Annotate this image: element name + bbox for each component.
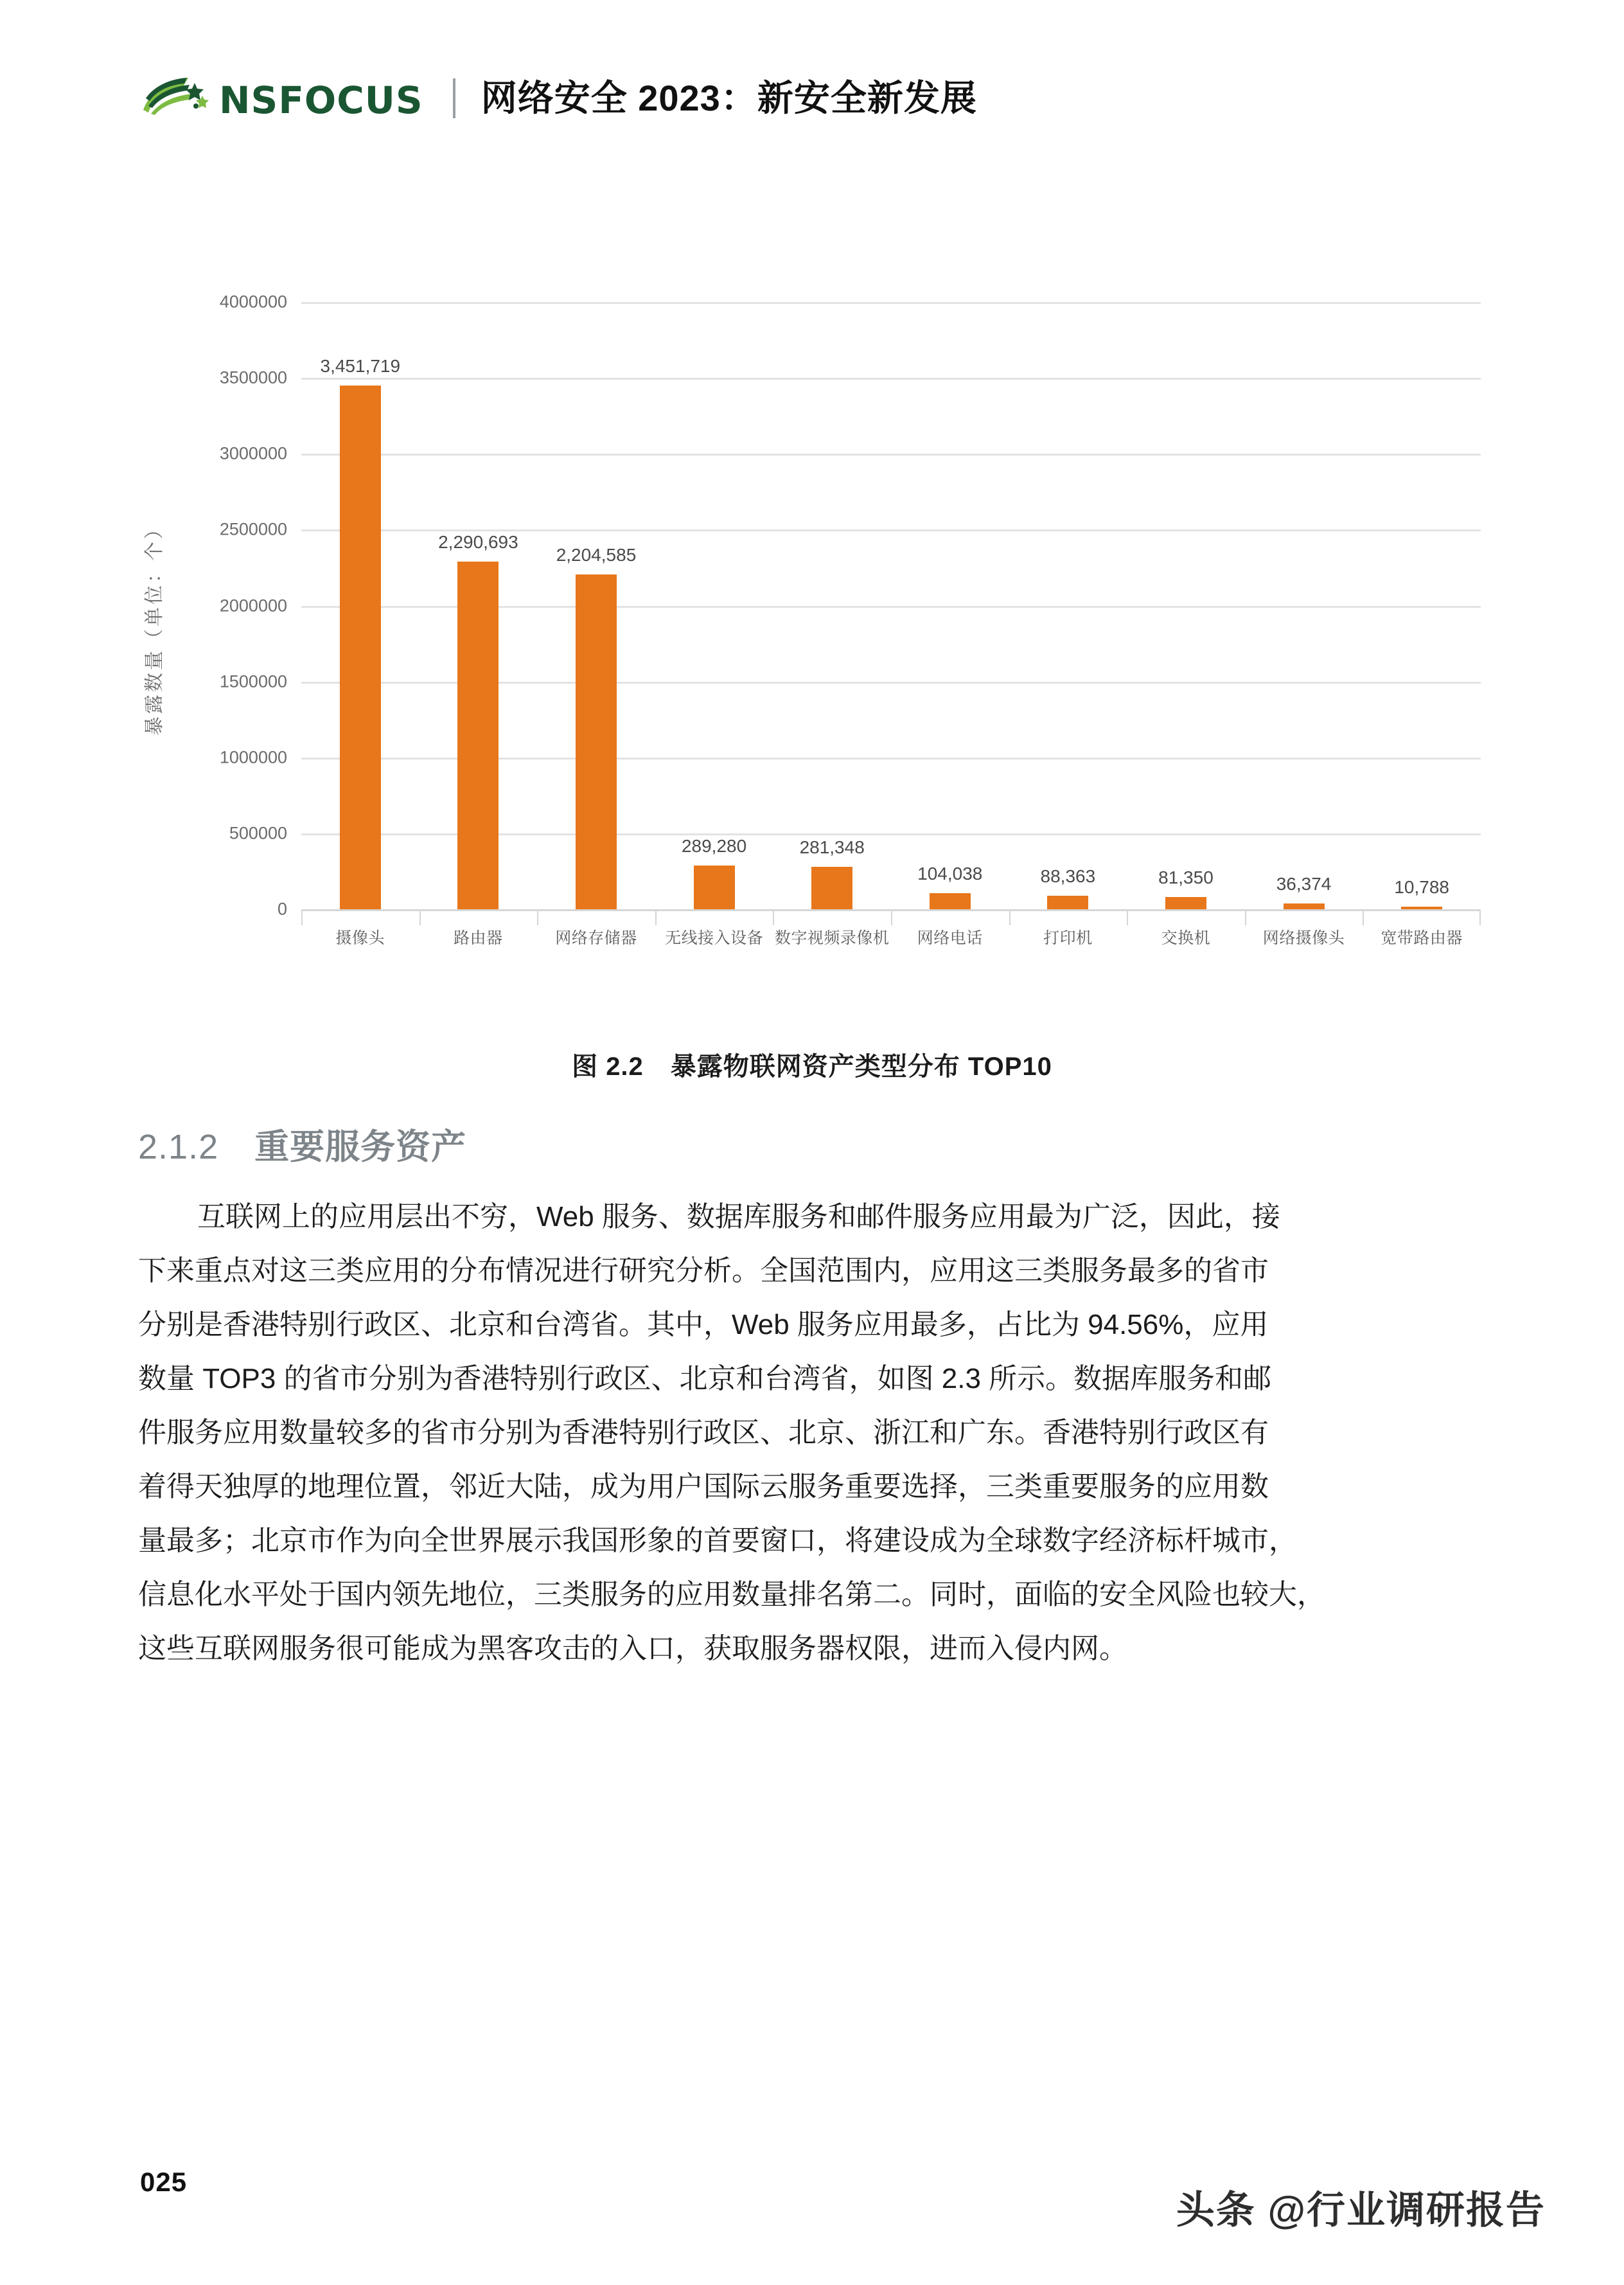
- body-line: 量最多；北京市作为向全世界展示我国形象的首要窗口，将建设成为全球数字经济标杆城市，: [138, 1525, 1297, 1556]
- chart-x-category: [655, 911, 773, 951]
- chart-x-category-label: 打印机: [1043, 929, 1093, 947]
- header-title: 网络安全 2023：新安全新发展: [481, 78, 977, 118]
- chart-bar-value-label: 289,280: [681, 835, 747, 856]
- figure-caption-number: 图 2.2: [572, 1053, 644, 1081]
- figure-caption: [0, 1046, 1624, 1083]
- chart-x-axis-categories: [301, 911, 1481, 951]
- section-number: 2.1.2: [138, 1128, 219, 1166]
- chart-bar: [930, 893, 971, 909]
- chart-x-category: [1127, 911, 1245, 951]
- nsfocus-swoosh-logo-icon: [138, 73, 215, 124]
- chart-plot-wrapper: [200, 292, 1487, 951]
- chart-bar-cell: [301, 302, 419, 909]
- chart-bar-value-label: 10,788: [1394, 877, 1449, 897]
- chart-bar-value-label: 2,290,693: [438, 531, 518, 552]
- chart-bar: [1047, 896, 1088, 909]
- chart-bar-value-label: 3,451,719: [320, 355, 401, 376]
- body-line: 着得天独厚的地理位置，邻近大陆，成为用户国际云服务重要选择，三类重要服务的应用数: [138, 1471, 1269, 1502]
- chart-y-axis-label: [133, 302, 172, 951]
- chart-bar: [811, 867, 852, 909]
- chart-x-category-label: 交换机: [1161, 929, 1211, 947]
- chart-bar: [694, 866, 735, 909]
- chart-x-category: [1363, 911, 1481, 951]
- chart-y-tick-label: 2000000: [219, 596, 287, 615]
- body-line: 件服务应用数量较多的省市分别为香港特别行政区、北京、浙江和广东。香港特别行政区有: [138, 1417, 1269, 1448]
- body-line: 信息化水平处于国内领先地位，三类服务的应用数量排名第二。同时，面临的安全风险也较大，: [138, 1579, 1325, 1610]
- chart-y-tick-label: 3000000: [219, 443, 287, 463]
- body-line: 下来重点对这三类应用的分布情况进行研究分析。全国范围内，应用这三类服务最多的省市: [138, 1255, 1269, 1286]
- chart-bar-value-label: 2,204,585: [556, 545, 637, 565]
- watermark: 头条 @行业调研报告: [1176, 2189, 1546, 2232]
- chart-bar-cell: [1009, 302, 1127, 909]
- chart-y-axis-ticks: [200, 292, 296, 919]
- chart-x-category-label: 网络电话: [917, 929, 983, 947]
- chart-bars: [301, 302, 1481, 909]
- chart-bar-cell: [1127, 302, 1245, 909]
- chart-bar: [340, 386, 381, 909]
- chart-bar: [457, 562, 499, 909]
- figure-caption-text: 暴露物联网资产类型分布 TOP10: [670, 1053, 1052, 1081]
- body-line: 分别是香港特别行政区、北京和台湾省。其中，Web 服务应用最多，占比为 94.56%，应用: [138, 1309, 1269, 1340]
- chart-x-category: [1009, 911, 1127, 951]
- chart-bar: [1284, 903, 1325, 909]
- chart-x-category: [891, 911, 1009, 951]
- chart-bar: [1165, 897, 1206, 909]
- chart-x-category-label: 摄像头: [335, 929, 385, 947]
- bar-chart: [138, 292, 1487, 1015]
- chart-y-tick-label: 1000000: [219, 747, 287, 767]
- chart-x-category: [301, 911, 419, 951]
- chart-bar-cell: [419, 302, 538, 909]
- chart-bar-cell: [891, 302, 1009, 909]
- chart-x-category: [419, 911, 538, 951]
- section-heading: [138, 1119, 466, 1169]
- chart-bar-cell: [655, 302, 773, 909]
- body-line: 这些互联网服务很可能成为黑客攻击的入口，获取服务器权限，进而入侵内网。: [138, 1633, 1127, 1664]
- chart-bar: [576, 574, 617, 909]
- chart-x-category-label: 数字视频录像机: [774, 929, 890, 947]
- chart-x-category-label: 网络摄像头: [1262, 929, 1345, 947]
- nsfocus-logo-text: NSFOCUS: [219, 78, 423, 122]
- chart-bar-cell: [773, 302, 891, 909]
- chart-bar-value-label: 281,348: [799, 837, 865, 857]
- chart-x-category-label: 无线接入设备: [665, 929, 764, 947]
- chart-y-tick-label: 1500000: [219, 671, 287, 691]
- chart-bar-value-label: 104,038: [917, 864, 983, 884]
- chart-bar-cell: [1363, 302, 1481, 909]
- chart-x-category-label: 宽带路由器: [1381, 929, 1463, 947]
- chart-plot-area: [301, 302, 1481, 909]
- chart-x-category-label: 网络存储器: [555, 929, 637, 947]
- body-line: 互联网上的应用层出不穷，Web 服务、数据库服务和邮件服务应用最为广泛，因此，接: [197, 1201, 1280, 1232]
- chart-x-category: [773, 911, 891, 951]
- body-paragraph: [138, 1190, 1487, 1676]
- chart-bar-cell: [537, 302, 655, 909]
- chart-y-tick-label: 4000000: [219, 292, 287, 312]
- chart-y-axis-label-text: 暴露数量（单位：个）: [144, 517, 165, 736]
- section-title: 重要服务资产: [254, 1128, 467, 1166]
- page-header: [138, 63, 977, 134]
- header-divider: [453, 78, 455, 118]
- chart-y-tick-label: 3500000: [219, 368, 287, 387]
- chart-y-tick-label: 500000: [229, 823, 287, 843]
- chart-x-category-label: 路由器: [454, 929, 503, 947]
- chart-bar-value-label: 88,363: [1040, 866, 1096, 887]
- chart-y-tick-label: 2500000: [219, 519, 287, 539]
- chart-y-tick-label: 0: [277, 899, 287, 919]
- chart-bar-value-label: 36,374: [1276, 874, 1332, 894]
- chart-x-category: [1245, 911, 1363, 951]
- body-line: 数量 TOP3 的省市分别为香港特别行政区、北京和台湾省，如图 2.3 所示。数据库服务和邮: [138, 1363, 1272, 1394]
- page-number: 025: [140, 2167, 188, 2197]
- chart-bar-value-label: 81,350: [1158, 867, 1214, 887]
- chart-bar-cell: [1245, 302, 1363, 909]
- chart-x-category: [537, 911, 655, 951]
